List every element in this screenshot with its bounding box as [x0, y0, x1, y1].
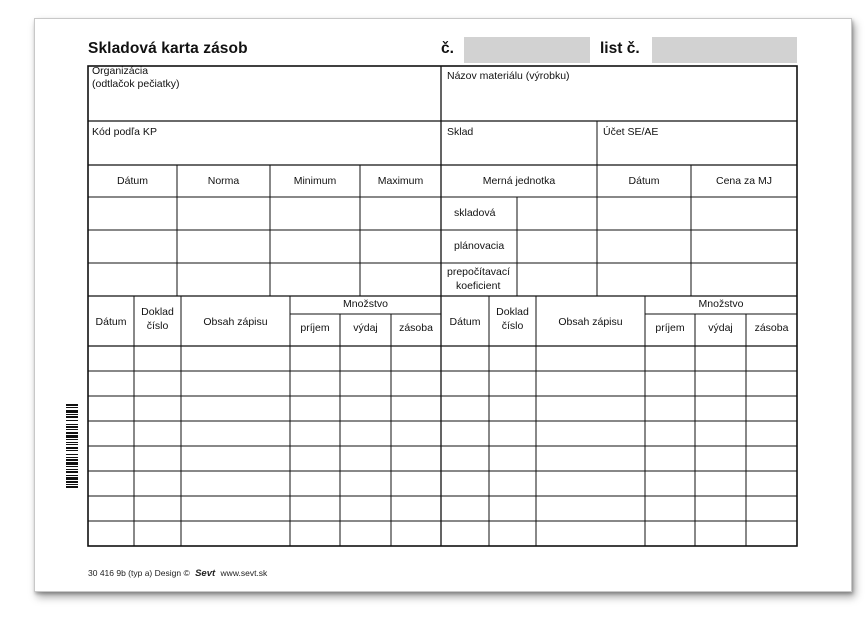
- ledger-left-doc-line1: Doklad: [141, 306, 174, 318]
- form-title: Skladová karta zásob: [88, 40, 248, 57]
- price-header-date: Dátum: [628, 175, 660, 187]
- sheet-number-label: list č.: [600, 40, 640, 57]
- ledger-left-date: Dátum: [95, 316, 127, 328]
- upper-header-norm: Norma: [207, 175, 240, 187]
- ledger-right-in: príjem: [655, 322, 685, 334]
- unit-row-conversion-line2: koeficient: [456, 280, 501, 292]
- ledger-right-stock: zásoba: [754, 322, 789, 334]
- ledger-right-doc-line1: Doklad: [496, 306, 529, 318]
- price-header-price: Cena za MJ: [715, 175, 773, 187]
- unit-row-storage: skladová: [454, 207, 496, 219]
- unit-row-planning: plánovacia: [454, 240, 505, 252]
- sheet-number-field[interactable]: [652, 37, 797, 63]
- account-label: Účet SE/AE: [603, 126, 659, 138]
- ledger-left-doc-line2: číslo: [146, 320, 169, 332]
- ledger-right-doc-line2: číslo: [501, 320, 524, 332]
- ledger-left-stock: zásoba: [399, 322, 433, 334]
- organization-label: Organizácia: [92, 65, 149, 77]
- ledger-right-quantity: Množstvo: [698, 298, 744, 310]
- ledger-left-out: výdaj: [353, 322, 378, 334]
- number-field[interactable]: [464, 37, 590, 63]
- form-footer: [88, 568, 267, 579]
- ledger-right-date: Dátum: [449, 316, 481, 328]
- upper-header-minimum: Minimum: [293, 175, 337, 187]
- footer-code: 30 416 9b (typ a) Design ©: [88, 568, 190, 578]
- unit-row-conversion-line1: prepočítavací: [447, 266, 511, 278]
- unit-header: Merná jednotka: [482, 175, 556, 187]
- ledger-left-content: Obsah zápisu: [203, 316, 268, 328]
- ledger-left-quantity: Množstvo: [343, 298, 388, 310]
- ledger-left-in: príjem: [300, 322, 330, 334]
- ledger-right-out: výdaj: [708, 322, 733, 334]
- sevt-logo: Sevt: [195, 568, 216, 579]
- material-name-label: Názov materiálu (výrobku): [447, 70, 570, 82]
- organization-stamp-note: (odtlačok pečiatky): [92, 78, 180, 90]
- code-label: Kód podľa KP: [92, 126, 157, 138]
- barcode-icon: [66, 404, 78, 530]
- upper-header-maximum: Maximum: [377, 175, 424, 187]
- warehouse-label: Sklad: [447, 126, 474, 138]
- footer-website[interactable]: www.sevt.sk: [220, 568, 268, 578]
- number-label: č.: [441, 40, 454, 57]
- upper-header-date: Dátum: [117, 175, 148, 187]
- ledger-right-content: Obsah zápisu: [558, 316, 623, 328]
